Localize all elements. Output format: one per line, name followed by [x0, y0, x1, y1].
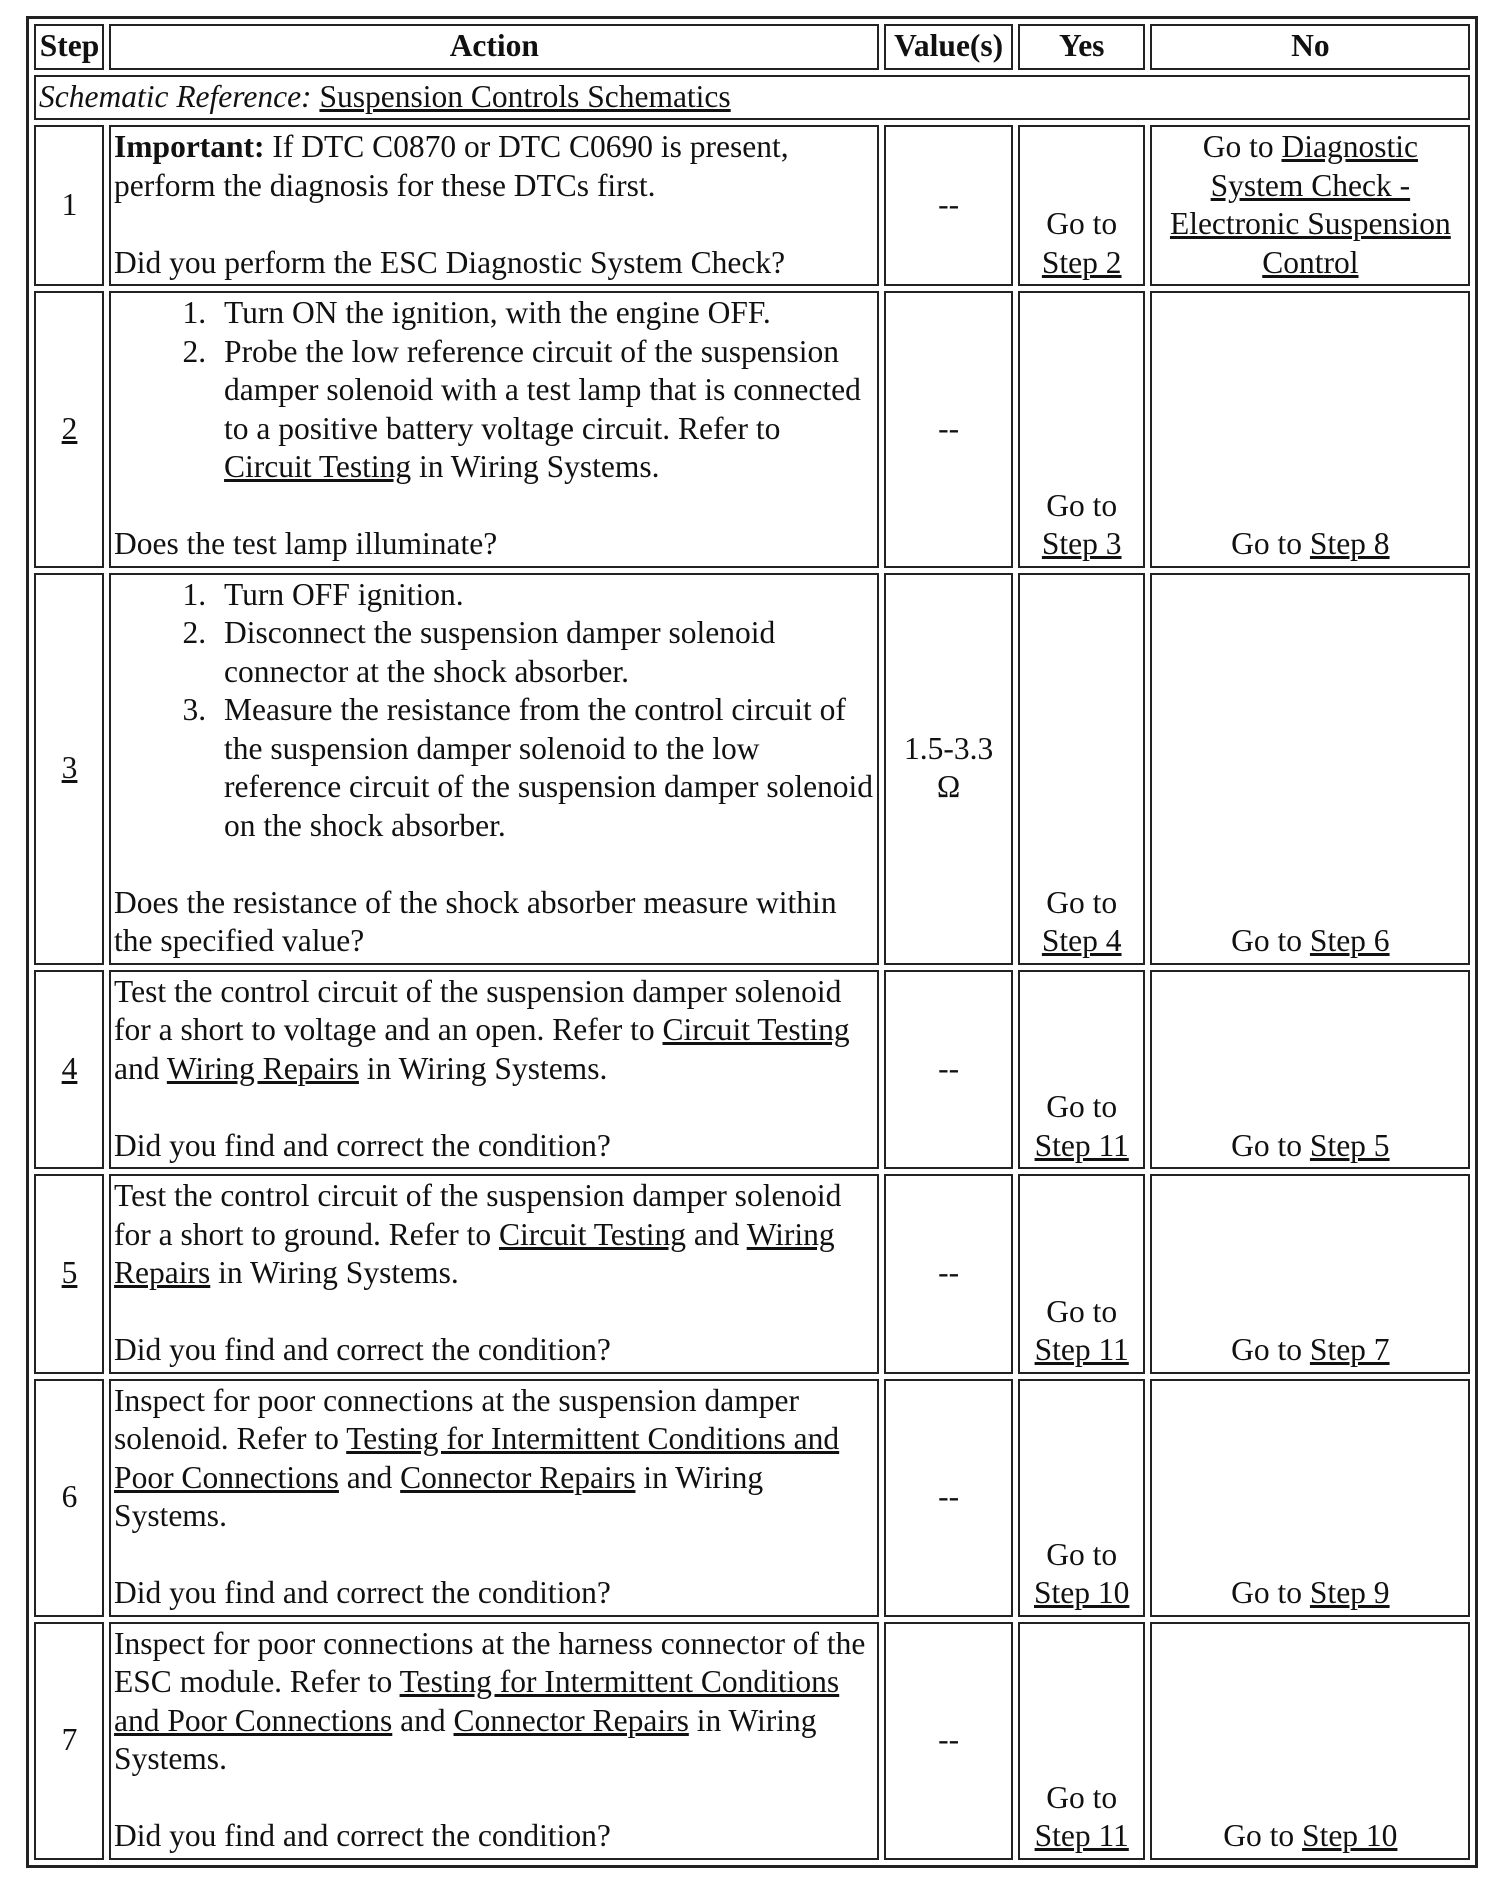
- no-cell: [1150, 573, 1470, 965]
- yes-cell: [1018, 970, 1145, 1170]
- header-values: Value(s): [884, 24, 1013, 70]
- header-row: [34, 24, 1470, 70]
- no-prefix: Go to: [1223, 1818, 1295, 1853]
- yes-cell: [1018, 125, 1145, 286]
- no-cell: [1150, 291, 1470, 568]
- step-number: [34, 291, 104, 568]
- intermittent-conditions-link[interactable]: Testing for Intermittent Conditions and Poor Connections: [114, 1664, 840, 1738]
- yes-cell: [1018, 573, 1145, 965]
- action-text: Test the control circuit of the suspension damper solenoid for a short to voltage and an open. Refer to: [114, 973, 842, 1047]
- table-row: [34, 970, 1470, 1170]
- action-cell: [109, 125, 879, 286]
- action-text: and: [114, 1050, 160, 1086]
- schematic-reference: [34, 75, 1470, 121]
- list-item: 1. Turn ON the ignition, with the engine OFF.: [214, 294, 875, 333]
- question: Did you find and correct the condition?: [114, 1575, 611, 1610]
- list-item: 3. Measure the resistance from the control circuit of the suspension damper solenoid to the low reference circuit of the suspension damper solenoid on the shock absorber.: [214, 691, 875, 845]
- yes-step-link[interactable]: Step 11: [1034, 1818, 1129, 1853]
- action-cell: [109, 970, 879, 1170]
- connector-repairs-link[interactable]: Connector Repairs: [453, 1702, 689, 1738]
- yes-prefix: Go to: [1046, 1779, 1118, 1815]
- yes-step-link[interactable]: Step 2: [1041, 244, 1122, 280]
- value-cell: --: [884, 1174, 1013, 1374]
- no-prefix: Go to: [1202, 129, 1274, 164]
- yes-prefix: Go to: [1046, 1293, 1118, 1329]
- schematic-link[interactable]: Suspension Controls Schematics: [319, 78, 731, 114]
- no-prefix: Go to: [1231, 1332, 1303, 1367]
- no-prefix: Go to: [1231, 1127, 1303, 1163]
- yes-prefix: Go to: [1046, 206, 1118, 241]
- action-text: Inspect for poor connections at the suspension damper solenoid. Refer to: [114, 1382, 799, 1456]
- circuit-testing-link[interactable]: Circuit Testing: [224, 449, 412, 484]
- yes-step-link[interactable]: Step 10: [1034, 1575, 1130, 1610]
- yes-step-link[interactable]: Step 4: [1041, 923, 1122, 958]
- schematic-row: [34, 75, 1470, 121]
- header-yes: Yes: [1018, 24, 1145, 70]
- action-text: and: [346, 1459, 393, 1495]
- action-text: Inspect for poor connections at the harness connector of the ESC module. Refer to: [114, 1625, 866, 1699]
- schematic-label: Schematic Reference:: [39, 78, 312, 114]
- value-cell: --: [884, 125, 1013, 286]
- step-link[interactable]: 4: [61, 1050, 78, 1086]
- action-text: in Wiring Systems.: [114, 1702, 817, 1776]
- no-cell: [1150, 1174, 1470, 1374]
- value-cell: --: [884, 1622, 1013, 1860]
- yes-prefix: Go to: [1046, 884, 1118, 920]
- circuit-testing-link[interactable]: Circuit Testing: [662, 1012, 850, 1047]
- important-label: Important:: [114, 129, 265, 164]
- action-text: in Wiring Systems.: [218, 1255, 459, 1290]
- no-step-link[interactable]: Step 5: [1309, 1127, 1390, 1163]
- no-step-link[interactable]: Step 9: [1309, 1575, 1390, 1610]
- circuit-testing-link[interactable]: Circuit Testing: [498, 1216, 687, 1252]
- question: Does the test lamp illuminate?: [114, 526, 498, 561]
- question: Did you find and correct the condition?: [114, 1818, 611, 1853]
- diagnostic-table: [26, 16, 1478, 1868]
- value-cell: --: [884, 970, 1013, 1170]
- action-cell: [109, 1174, 879, 1374]
- no-step-link[interactable]: Step 7: [1309, 1332, 1390, 1367]
- action-cell: [109, 573, 879, 965]
- yes-prefix: Go to: [1046, 1089, 1118, 1124]
- important-text: If DTC C0870 or DTC C0690 is present, perform the diagnosis for these DTCs first.: [114, 129, 789, 203]
- question: Did you find and correct the condition?: [114, 1127, 611, 1163]
- step-number: 6: [34, 1379, 104, 1617]
- table-row: [34, 1379, 1470, 1617]
- header-action: Action: [109, 24, 879, 70]
- step-number: 1: [34, 125, 104, 286]
- connector-repairs-link[interactable]: Connector Repairs: [400, 1459, 636, 1495]
- action-text: Test the control circuit of the suspension damper solenoid for a short to ground. Refer to: [114, 1178, 842, 1252]
- header-no: No: [1150, 24, 1470, 70]
- action-cell: [109, 291, 879, 568]
- yes-cell: [1018, 1379, 1145, 1617]
- no-cell: [1150, 1622, 1470, 1860]
- table-row: [34, 125, 1470, 286]
- step-number: 7: [34, 1622, 104, 1860]
- intermittent-conditions-link[interactable]: Testing for Intermittent Conditions and Poor Connections: [114, 1421, 840, 1495]
- step-link[interactable]: 2: [61, 410, 78, 446]
- list-item: 2. Disconnect the suspension damper solenoid connector at the shock absorber.: [214, 614, 875, 691]
- yes-step-link[interactable]: Step 11: [1034, 1127, 1129, 1163]
- value-cell: --: [884, 291, 1013, 568]
- no-prefix: Go to: [1231, 923, 1303, 958]
- table-row: [34, 1622, 1470, 1860]
- item-text: Probe the low reference circuit of the suspension damper solenoid with a test lamp that is connected to a positive battery voltage circuit. Refer to: [224, 333, 861, 446]
- table-row: [34, 291, 1470, 568]
- no-prefix: Go to: [1231, 526, 1303, 561]
- step-number: [34, 1174, 104, 1374]
- value-cell: 1.5-3.3 Ω: [884, 573, 1013, 965]
- step-link[interactable]: 5: [61, 1255, 78, 1290]
- wiring-repairs-link[interactable]: Wiring Repairs: [166, 1050, 359, 1086]
- step-number: [34, 573, 104, 965]
- no-cell: [1150, 125, 1470, 286]
- item-text: in Wiring Systems.: [419, 449, 660, 484]
- action-text: in Wiring Systems.: [366, 1050, 608, 1086]
- question: Did you find and correct the condition?: [114, 1332, 611, 1367]
- table-row: [34, 573, 1470, 965]
- yes-step-link[interactable]: Step 3: [1041, 526, 1122, 561]
- no-cell: [1150, 1379, 1470, 1617]
- no-cell: [1150, 970, 1470, 1170]
- question: Did you perform the ESC Diagnostic System Check?: [114, 244, 786, 280]
- action-cell: [109, 1379, 879, 1617]
- no-step-link[interactable]: Step 10: [1302, 1818, 1398, 1853]
- step-link[interactable]: 3: [61, 749, 78, 785]
- list-item: [214, 333, 875, 487]
- header-step: Step: [34, 24, 104, 70]
- value-cell: --: [884, 1379, 1013, 1617]
- yes-prefix: Go to: [1046, 1536, 1118, 1572]
- action-list: [114, 576, 875, 846]
- list-item: 1. Turn OFF ignition.: [214, 576, 875, 615]
- yes-prefix: Go to: [1046, 487, 1118, 523]
- step-number: [34, 970, 104, 1170]
- action-text: in Wiring Systems.: [114, 1459, 764, 1533]
- action-cell: [109, 1622, 879, 1860]
- table-row: [34, 1174, 1470, 1374]
- yes-cell: [1018, 291, 1145, 568]
- no-step-link[interactable]: Step 8: [1309, 526, 1390, 561]
- action-list: [114, 294, 875, 487]
- wiring-repairs-link[interactable]: Wiring Repairs: [114, 1216, 835, 1290]
- yes-step-link[interactable]: Step 11: [1034, 1332, 1129, 1367]
- action-text: and: [693, 1216, 740, 1252]
- yes-cell: [1018, 1174, 1145, 1374]
- action-text: and: [400, 1702, 446, 1738]
- no-step-link[interactable]: Step 6: [1309, 923, 1390, 958]
- question: Does the resistance of the shock absorber measure within the specified value?: [114, 884, 837, 958]
- no-prefix: Go to: [1231, 1575, 1303, 1610]
- no-step-link[interactable]: Diagnostic System Check - Electronic Suspension Control: [1169, 129, 1451, 280]
- yes-cell: [1018, 1622, 1145, 1860]
